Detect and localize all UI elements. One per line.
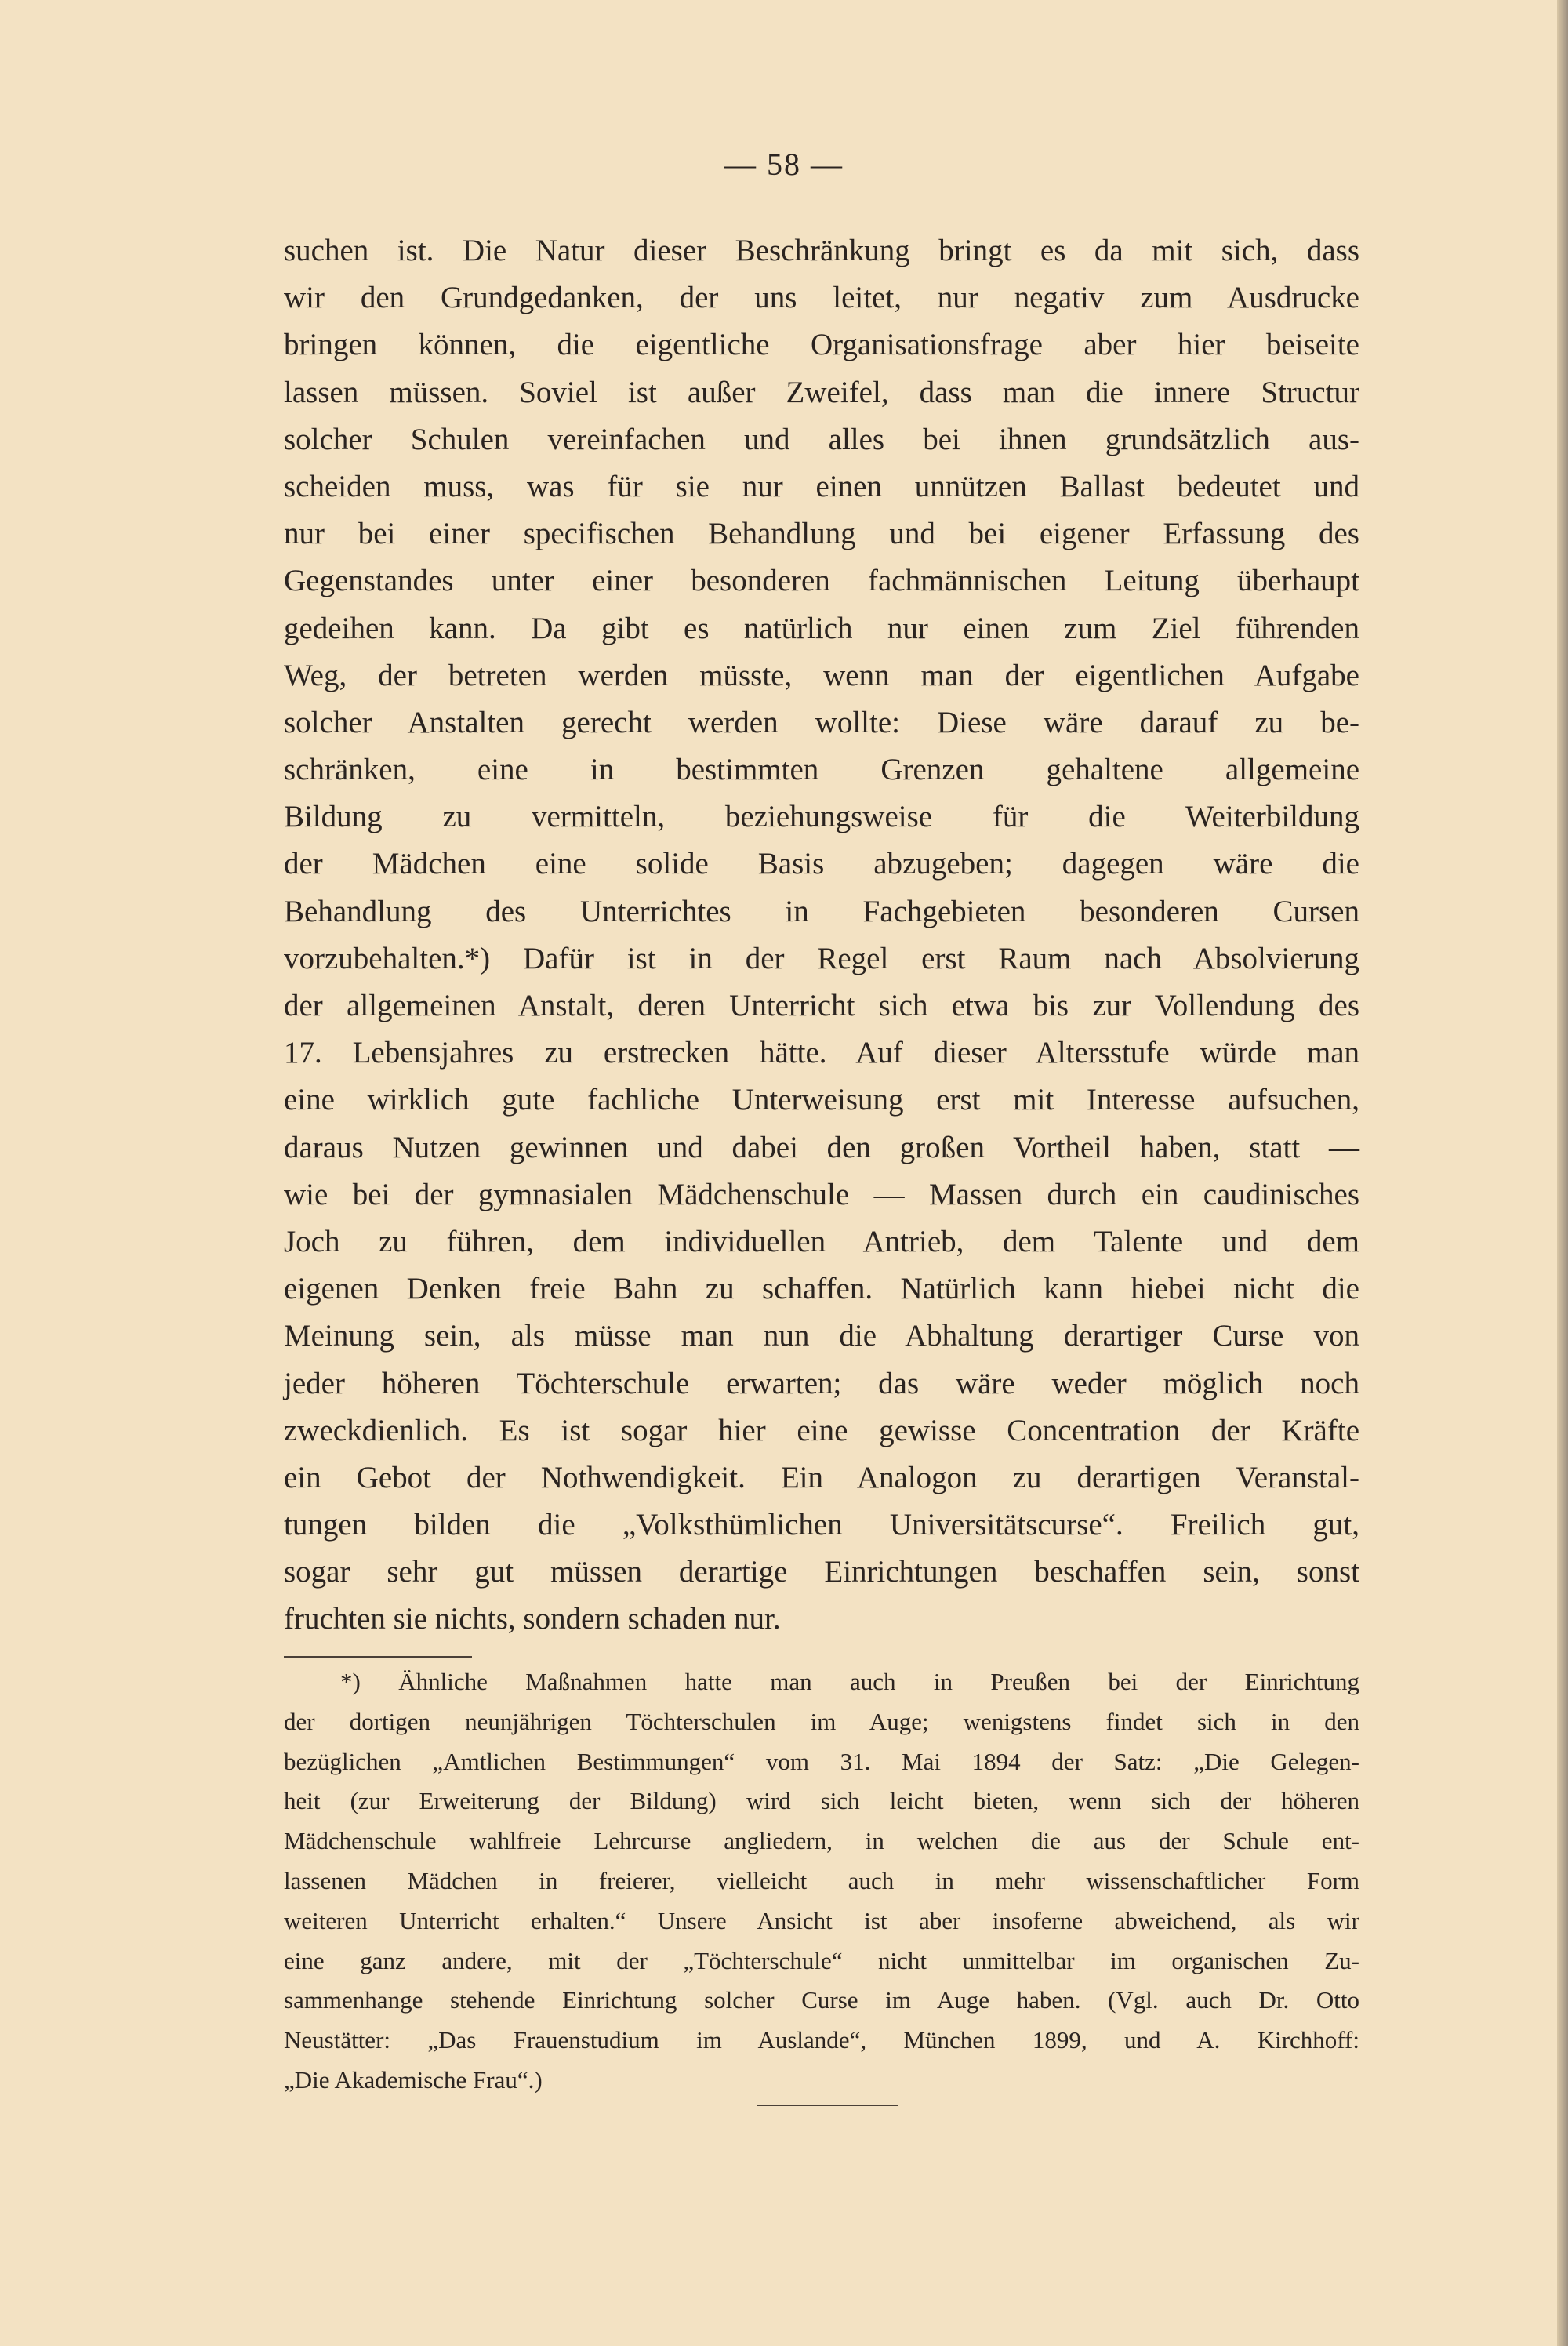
footnote-line: lassenen Mädchen in freierer, vielleicht auch in mehr wissenschaftlicher Form — [284, 1866, 1359, 1894]
body-text — [284, 227, 1359, 1643]
footnote-line: bezüglichen „Amtlichen Bestimmungen“ vom 31. Mai 1894 der Satz: „Die Gelegen- — [284, 1747, 1359, 1775]
body-line: ein Gebot der Nothwendigkeit. Ein Analogon zu derartigen Veranstal- — [284, 1460, 1359, 1494]
body-line: daraus Nutzen gewinnen und dabei den großen Vortheil haben, statt — — [284, 1130, 1359, 1164]
body-line: solcher Schulen vereinfachen und alles bei ihnen grundsätzlich aus- — [284, 422, 1359, 456]
body-line: wie bei der gymnasialen Mädchenschule — Massen durch ein caudinisches — [284, 1177, 1359, 1211]
body-line: gedeihen kann. Da gibt es natürlich nur einen zum Ziel führenden — [284, 611, 1359, 645]
page-edge — [1557, 0, 1568, 2346]
page-number: — 58 — — [724, 147, 844, 182]
body-line: Bildung zu vermitteln, beziehungsweise für die Weiterbildung — [284, 800, 1359, 834]
body-line: bringen können, die eigentliche Organisationsfrage aber hier beiseite — [284, 328, 1359, 362]
footnote-line: *) Ähnliche Maßnahmen hatte man auch in Preußen bei der Einrichtung — [340, 1668, 1359, 1695]
body-line: Joch zu führen, dem individuellen Antrieb, dem Talente und dem — [284, 1224, 1359, 1258]
body-line: eigenen Denken freie Bahn zu schaffen. Natürlich kann hiebei nicht die — [284, 1272, 1359, 1306]
footnote-line: weiteren Unterricht erhalten.“ Unsere Ansicht ist aber insoferne abweichend, als wir — [284, 1906, 1359, 1934]
footnote-line: heit (zur Erweiterung der Bildung) wird sich leicht bieten, wenn sich der höheren — [284, 1787, 1359, 1815]
body-line: sogar sehr gut müssen derartige Einrichtungen beschaffen sein, sonst — [284, 1555, 1359, 1589]
body-line: suchen ist. Die Natur dieser Beschränkung bringt es da mit sich, dass — [284, 234, 1359, 267]
body-line: tungen bilden die „Volksthümlichen Universitätscurse“. Freilich gut, — [284, 1508, 1359, 1542]
footnote-line: eine ganz andere, mit der „Töchterschule“ nicht unmittelbar im organischen Zu- — [284, 1946, 1359, 1974]
body-line: zweckdienlich. Es ist sogar hier eine gewisse Concentration der Kräfte — [284, 1413, 1359, 1447]
end-rule — [757, 2104, 898, 2106]
body-line: jeder höheren Töchterschule erwarten; das wäre weder möglich noch — [284, 1366, 1359, 1400]
body-line: lassen müssen. Soviel ist außer Zweifel, dass man die innere Structur — [284, 375, 1359, 409]
body-line: wir den Grundgedanken, der uns leitet, nur negativ zum Ausdrucke — [284, 281, 1359, 315]
body-line: vorzubehalten.*) Dafür ist in der Regel erst Raum nach Absolvierung — [284, 941, 1359, 975]
footnote — [284, 1662, 1359, 2101]
body-line: scheiden muss, was für sie nur einen unnützen Ballast bedeutet und — [284, 469, 1359, 503]
body-line: solcher Anstalten gerecht werden wollte: Diese wäre darauf zu be- — [284, 705, 1359, 739]
body-line: Meinung sein, als müsse man nun die Abhaltung derartiger Curse von — [284, 1319, 1359, 1353]
footnote-line: „Die Akademische Frau“.) — [284, 2065, 543, 2094]
body-line: Weg, der betreten werden müsste, wenn man der eigentlichen Aufgabe — [284, 658, 1359, 692]
body-line: eine wirklich gute fachliche Unterweisung erst mit Interesse aufsuchen, — [284, 1083, 1359, 1117]
body-line: schränken, eine in bestimmten Grenzen gehaltene allgemeine — [284, 753, 1359, 787]
body-line: 17. Lebensjahres zu erstrecken hätte. Auf dieser Altersstufe würde man — [284, 1036, 1359, 1070]
footnote-line: der dortigen neunjährigen Töchterschulen im Auge; wenigstens findet sich in den — [284, 1707, 1359, 1735]
footnote-rule — [284, 1656, 472, 1658]
footnote-line: sammenhange stehende Einrichtung solcher Curse im Auge haben. (Vgl. auch Dr. Otto — [284, 1986, 1359, 2014]
footnote-line: Neustätter: „Das Frauenstudium im Auslande“, München 1899, und A. Kirchhoff: — [284, 2026, 1359, 2054]
footnote-line: Mädchenschule wahlfreie Lehrcurse angliedern, in welchen die aus der Schule ent- — [284, 1827, 1359, 1855]
body-line: Gegenstandes unter einer besonderen fachmännischen Leitung überhaupt — [284, 564, 1359, 598]
body-line: nur bei einer specifischen Behandlung und bei eigener Erfassung des — [284, 517, 1359, 551]
body-line: fruchten sie nichts, sondern schaden nur. — [284, 1602, 781, 1636]
body-line: Behandlung des Unterrichtes in Fachgebieten besonderen Cursen — [284, 894, 1359, 928]
body-line: der Mädchen eine solide Basis abzugeben; dagegen wäre die — [284, 847, 1359, 881]
body-line: der allgemeinen Anstalt, deren Unterricht sich etwa bis zur Vollendung des — [284, 989, 1359, 1022]
